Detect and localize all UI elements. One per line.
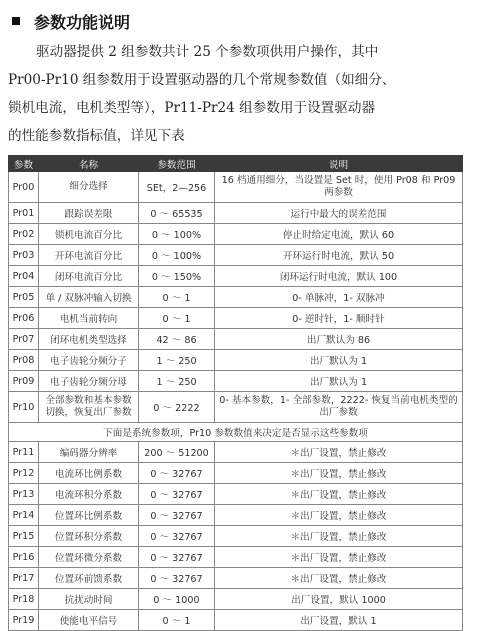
param-id-cell: Pr15 [9, 526, 39, 547]
param-range-cell: 0 ～ 32767 [139, 568, 215, 589]
table-row [9, 371, 463, 392]
param-name-cell: 开环电流百分比 [39, 245, 139, 266]
param-name-cell: 全部参数和基本参数切换，恢复出厂参数 [39, 392, 139, 423]
system-params-note: 下面是系统参数项，Pr10 参数数值来决定是否显示这些参数项 [9, 423, 463, 442]
table-row [9, 526, 463, 547]
intro-paragraph [8, 38, 480, 150]
param-description-cell: ＊出厂设置，禁止修改 [215, 442, 463, 463]
param-name-cell: 位置环微分系数 [39, 547, 139, 568]
param-description-cell: ＊出厂设置，禁止修改 [215, 568, 463, 589]
intro-line: 驱动器提供 2 组参数共计 25 个参数项供用户操作，其中 [36, 44, 379, 60]
param-name-cell: 位置环比例系数 [39, 505, 139, 526]
intro-line: Pr00-Pr10 组参数用于设置驱动器的几个常规参数值（如细分、 [8, 72, 396, 88]
param-name-cell: 电机当前转向 [39, 308, 139, 329]
square-bullet-icon [12, 17, 20, 25]
param-description-cell: ＊出厂设置，禁止修改 [215, 547, 463, 568]
param-range-cell: 0 ～ 2222 [139, 392, 215, 423]
param-description-cell: ＊出厂设置，禁止修改 [215, 526, 463, 547]
param-name-cell: 使能电平信号 [39, 610, 139, 631]
system-params-note-row [9, 423, 463, 442]
param-id-cell: Pr18 [9, 589, 39, 610]
table-row [9, 266, 463, 287]
param-description-cell: ＊出厂设置，禁止修改 [215, 484, 463, 505]
param-name-cell: 电流环积分系数 [39, 484, 139, 505]
param-range-cell: 0 ～ 65535 [139, 203, 215, 224]
param-id-cell: Pr16 [9, 547, 39, 568]
param-name-cell: 位置环前馈系数 [39, 568, 139, 589]
table-row [9, 392, 463, 423]
param-range-cell: 0 ～ 1000 [139, 589, 215, 610]
param-id-cell: Pr12 [9, 463, 39, 484]
section-title: 参数功能说明 [34, 12, 131, 32]
param-description-cell: 16 档通用细分，当设置是 Set 时，使用 Pr08 和 Pr09 两参数 [215, 172, 463, 203]
param-range-cell: 0 ～ 1 [139, 610, 215, 631]
param-id-cell: Pr13 [9, 484, 39, 505]
parameter-table [8, 155, 463, 631]
param-id-cell: Pr04 [9, 266, 39, 287]
table-row [9, 245, 463, 266]
param-id-cell: Pr10 [9, 392, 39, 423]
section-heading [10, 8, 130, 34]
param-name-cell: 细分选择 [39, 172, 139, 203]
table-row [9, 505, 463, 526]
param-description-cell: 开环运行时电流，默认 50 [215, 245, 463, 266]
header-description: 说明 [215, 156, 463, 172]
table-row [9, 463, 463, 484]
param-name-cell: 抗扰动时间 [39, 589, 139, 610]
param-id-cell: Pr11 [9, 442, 39, 463]
param-name-cell: 锁机电流百分比 [39, 224, 139, 245]
param-description-cell: 停止时给定电流，默认 60 [215, 224, 463, 245]
param-id-cell: Pr00 [9, 172, 39, 203]
param-id-cell: Pr05 [9, 287, 39, 308]
table-row [9, 589, 463, 610]
param-id-cell: Pr02 [9, 224, 39, 245]
param-range-cell: SEt，2—256 [139, 172, 215, 203]
table-row [9, 172, 463, 203]
param-range-cell: 0 ～ 1 [139, 308, 215, 329]
header-param: 参数 [9, 156, 39, 172]
param-description-cell: ＊出厂设置，禁止修改 [215, 505, 463, 526]
param-id-cell: Pr08 [9, 350, 39, 371]
param-id-cell: Pr19 [9, 610, 39, 631]
param-name-cell: 编码器分辨率 [39, 442, 139, 463]
header-name: 名称 [39, 156, 139, 172]
param-description-cell: 出厂默认为 1 [215, 350, 463, 371]
param-range-cell: 0 ～ 32767 [139, 526, 215, 547]
param-range-cell: 0 ～ 32767 [139, 484, 215, 505]
param-name-cell: 电子齿轮分频分母 [39, 371, 139, 392]
table-row [9, 329, 463, 350]
intro-line: 锁机电流，电机类型等），Pr11-Pr24 组参数用于设置驱动器 [8, 100, 376, 116]
param-range-cell: 0 ～ 32767 [139, 505, 215, 526]
param-description-cell: 出厂设置，默认 1 [215, 610, 463, 631]
param-range-cell: 0 ～ 150% [139, 266, 215, 287]
param-id-cell: Pr09 [9, 371, 39, 392]
param-description-cell: ＊出厂设置，禁止修改 [215, 463, 463, 484]
table-row [9, 287, 463, 308]
param-range-cell: 0 ～ 100% [139, 245, 215, 266]
param-range-cell: 0 ～ 32767 [139, 463, 215, 484]
param-id-cell: Pr17 [9, 568, 39, 589]
param-id-cell: Pr03 [9, 245, 39, 266]
param-description-cell: 出厂默认为 86 [215, 329, 463, 350]
table-row [9, 350, 463, 371]
param-description-cell: 0- 逆时针，1- 顺时针 [215, 308, 463, 329]
table-row [9, 484, 463, 505]
param-name-cell: 闭环电流百分比 [39, 266, 139, 287]
param-name-cell: 跟踪误差限 [39, 203, 139, 224]
table-row [9, 203, 463, 224]
header-range: 参数范围 [139, 156, 215, 172]
param-id-cell: Pr01 [9, 203, 39, 224]
table-row [9, 547, 463, 568]
table-row [9, 308, 463, 329]
param-name-cell: 位置环积分系数 [39, 526, 139, 547]
param-id-cell: Pr06 [9, 308, 39, 329]
param-description-cell: 0- 基本参数，1- 全部参数，2222- 恢复当前电机类型的出厂参数 [215, 392, 463, 423]
param-name-cell: 电流环比例系数 [39, 463, 139, 484]
param-range-cell: 1 ～ 250 [139, 350, 215, 371]
param-description-cell: 运行中最大的误差范围 [215, 203, 463, 224]
param-range-cell: 0 ～ 100% [139, 224, 215, 245]
table-header-row [9, 156, 463, 172]
table-row [9, 610, 463, 631]
param-range-cell: 42 ～ 86 [139, 329, 215, 350]
table-row [9, 442, 463, 463]
param-range-cell: 200 ～ 51200 [139, 442, 215, 463]
param-name-cell: 电子齿轮分频分子 [39, 350, 139, 371]
param-range-cell: 1 ～ 250 [139, 371, 215, 392]
param-description-cell: 闭环运行时电流，默认 100 [215, 266, 463, 287]
param-description-cell: 出厂默认为 1 [215, 371, 463, 392]
intro-line: 的性能参数指标值，详见下表 [8, 128, 185, 144]
param-description-cell: 0- 单脉冲，1- 双脉冲 [215, 287, 463, 308]
param-description-cell: 出厂设置，默认 1000 [215, 589, 463, 610]
table-row [9, 224, 463, 245]
param-id-cell: Pr07 [9, 329, 39, 350]
param-range-cell: 0 ～ 1 [139, 287, 215, 308]
param-name-cell: 闭环电机类型选择 [39, 329, 139, 350]
param-name-cell: 单 / 双脉冲输入切换 [39, 287, 139, 308]
param-range-cell: 0 ～ 32767 [139, 547, 215, 568]
table-row [9, 568, 463, 589]
param-id-cell: Pr14 [9, 505, 39, 526]
